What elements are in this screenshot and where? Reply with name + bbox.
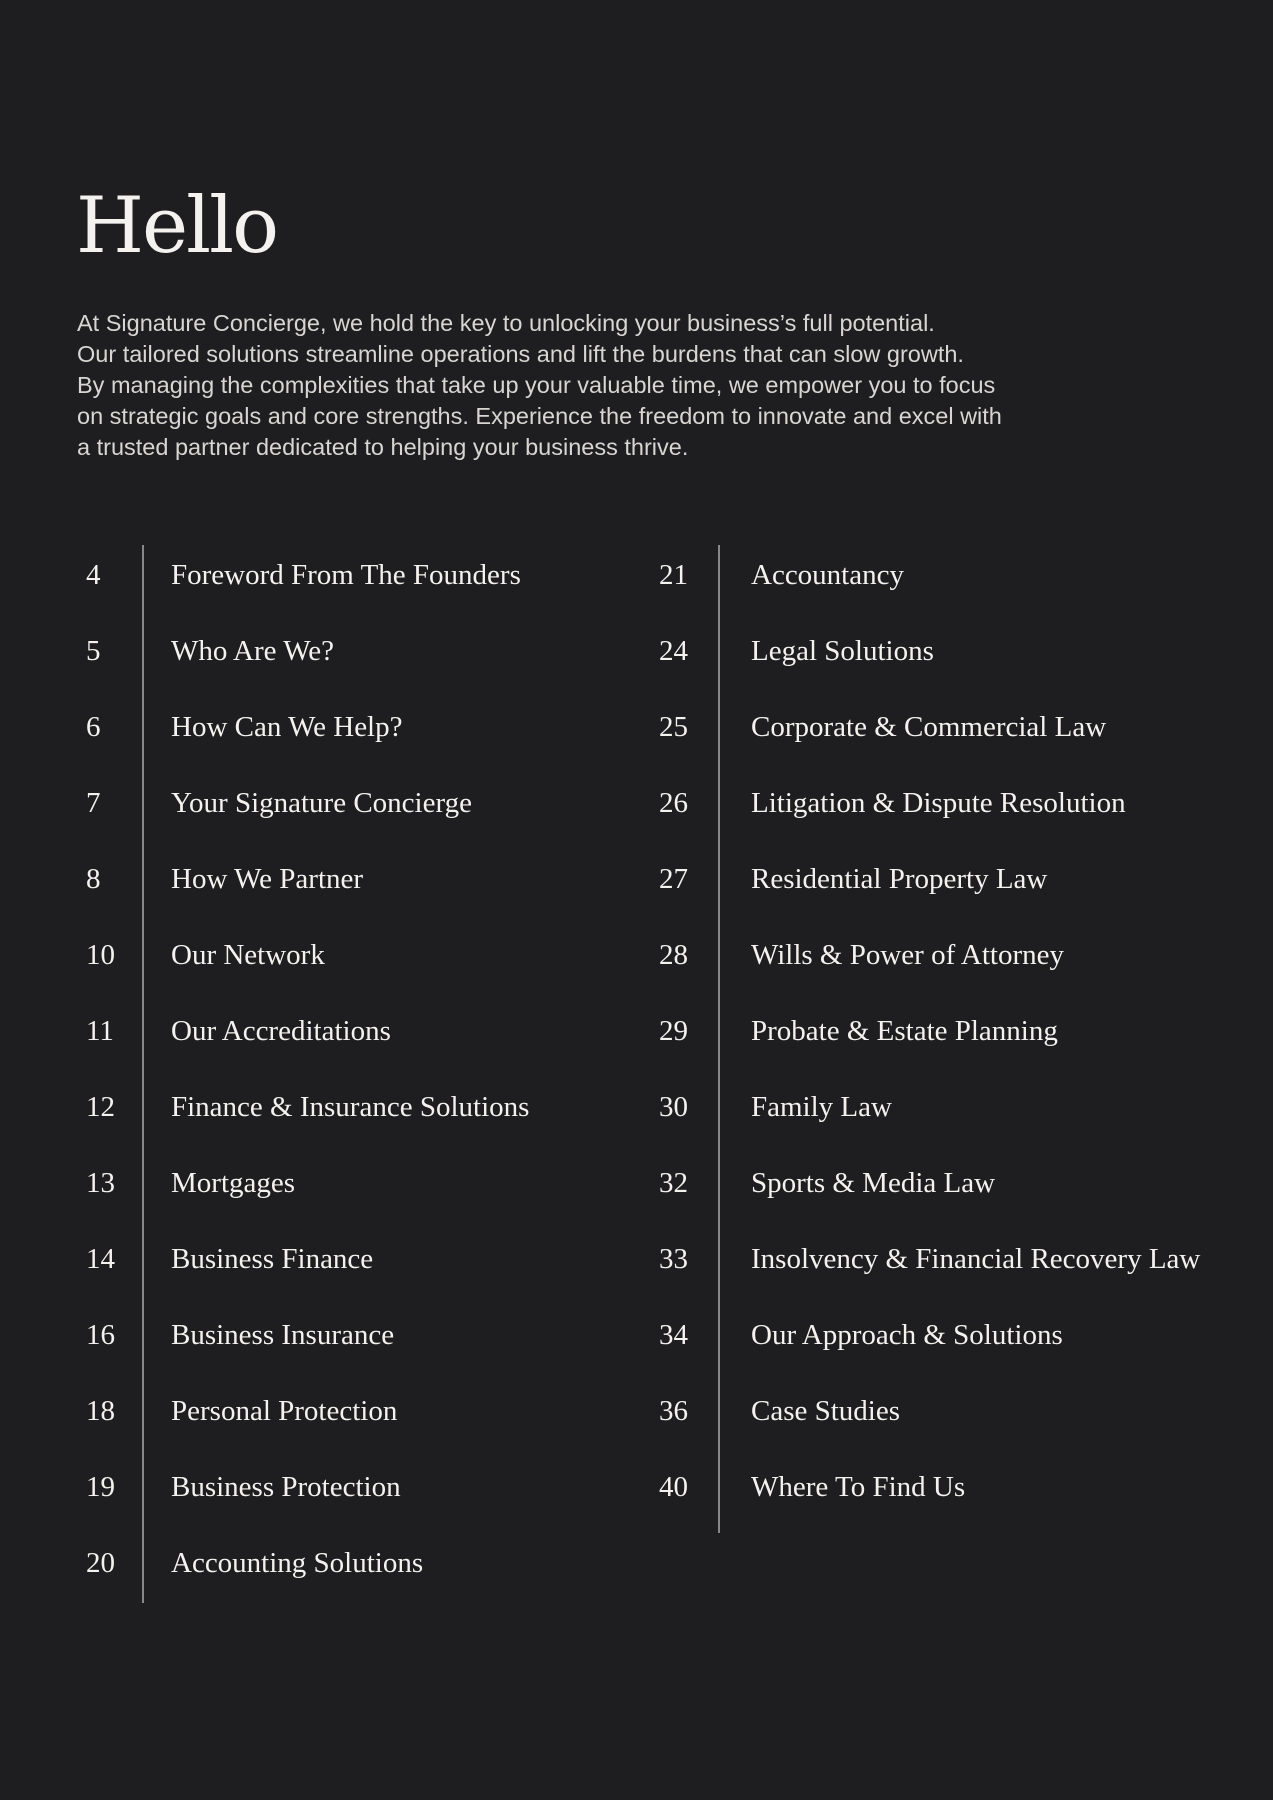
contents-page-number: 12 [86, 1091, 115, 1123]
contents-page-number: 27 [659, 863, 688, 895]
intro-paragraph [77, 308, 1077, 463]
contents-entry[interactable] [0, 1011, 1273, 1051]
contents-page-number: 11 [86, 1015, 114, 1047]
contents-page-number: 26 [659, 787, 688, 819]
contents-section-title: Business Insurance [171, 1319, 395, 1351]
intro-line: At Signature Concierge, we hold the key to unlocking your business’s full potential. [77, 310, 935, 336]
page-title: Hello [76, 181, 278, 271]
contents-section-title: Probate & Estate Planning [751, 1015, 1058, 1047]
contents-page-number: 29 [659, 1015, 688, 1047]
contents-section-title: Litigation & Dispute Resolution [751, 787, 1126, 819]
contents-page-number: 24 [659, 635, 688, 667]
contents-page-number: 30 [659, 1091, 688, 1123]
contents-entry[interactable] [0, 935, 1273, 975]
contents-entry[interactable] [0, 783, 1273, 823]
intro-line: a trusted partner dedicated to helping your business thrive. [77, 434, 689, 460]
contents-divider-left [142, 545, 144, 1603]
contents-entry[interactable] [0, 631, 1273, 671]
contents-page-number: 7 [86, 787, 101, 819]
contents-section-title: How We Partner [171, 863, 364, 895]
contents-page-number: 4 [86, 559, 101, 591]
contents-page-number: 33 [659, 1243, 688, 1275]
contents-section-title: Our Accreditations [171, 1015, 391, 1047]
contents-section-title: Business Finance [171, 1243, 374, 1275]
contents-page-number: 5 [86, 635, 101, 667]
contents-entry[interactable] [0, 1239, 1273, 1279]
contents-entry[interactable] [0, 1543, 1273, 1583]
contents-page-number: 40 [659, 1471, 688, 1503]
contents-section-title: Foreword From The Founders [171, 559, 521, 591]
contents-section-title: Your Signature Concierge [171, 787, 472, 819]
contents-section-title: Wills & Power of Attorney [751, 939, 1064, 971]
contents-entry[interactable] [0, 1315, 1273, 1355]
contents-section-title: Corporate & Commercial Law [751, 711, 1107, 743]
contents-page-number: 25 [659, 711, 688, 743]
contents-entry[interactable] [0, 555, 1273, 595]
contents-page-number: 19 [86, 1471, 115, 1503]
contents-entry[interactable] [0, 1391, 1273, 1431]
contents-page-number: 16 [86, 1319, 115, 1351]
contents-section-title: Sports & Media Law [751, 1167, 996, 1199]
contents-page-number: 21 [659, 559, 688, 591]
contents-section-title: Accounting Solutions [171, 1547, 424, 1579]
contents-page-number: 6 [86, 711, 101, 743]
contents-page-number: 14 [86, 1243, 115, 1275]
contents-section-title: Our Network [171, 939, 325, 971]
contents-section-title: Legal Solutions [751, 635, 934, 667]
contents-section-title: Where To Find Us [751, 1471, 966, 1503]
contents-section-title: Family Law [751, 1091, 892, 1123]
contents-section-title: Case Studies [751, 1395, 901, 1427]
contents-entry[interactable] [0, 707, 1273, 747]
contents-page-number: 20 [86, 1547, 115, 1579]
contents-entry[interactable] [0, 1087, 1273, 1127]
contents-section-title: Mortgages [171, 1167, 296, 1199]
contents-entry[interactable] [0, 1163, 1273, 1203]
contents-page-number: 8 [86, 863, 101, 895]
contents-section-title: Insolvency & Financial Recovery Law [751, 1243, 1201, 1275]
contents-entry[interactable] [0, 1467, 1273, 1507]
contents-section-title: Finance & Insurance Solutions [171, 1091, 530, 1123]
contents-page-number: 13 [86, 1167, 115, 1199]
intro-line: Our tailored solutions streamline operations and lift the burdens that can slow growth. [77, 341, 964, 367]
contents-section-title: Business Protection [171, 1471, 401, 1503]
contents-section-title: Accountancy [751, 559, 904, 591]
contents-entry[interactable] [0, 859, 1273, 899]
contents-section-title: How Can We Help? [171, 711, 403, 743]
contents-section-title: Personal Protection [171, 1395, 398, 1427]
contents-section-title: Our Approach & Solutions [751, 1319, 1063, 1351]
contents-page-number: 34 [659, 1319, 688, 1351]
intro-line: on strategic goals and core strengths. Experience the freedom to innovate and excel with [77, 403, 1002, 429]
contents-page-number: 10 [86, 939, 115, 971]
contents-section-title: Residential Property Law [751, 863, 1048, 895]
contents-page-number: 18 [86, 1395, 115, 1427]
intro-line: By managing the complexities that take up your valuable time, we empower you to focus [77, 372, 996, 398]
contents-page-number: 36 [659, 1395, 688, 1427]
contents-page-number: 28 [659, 939, 688, 971]
contents-page-number: 32 [659, 1167, 688, 1199]
contents-section-title: Who Are We? [171, 635, 335, 667]
